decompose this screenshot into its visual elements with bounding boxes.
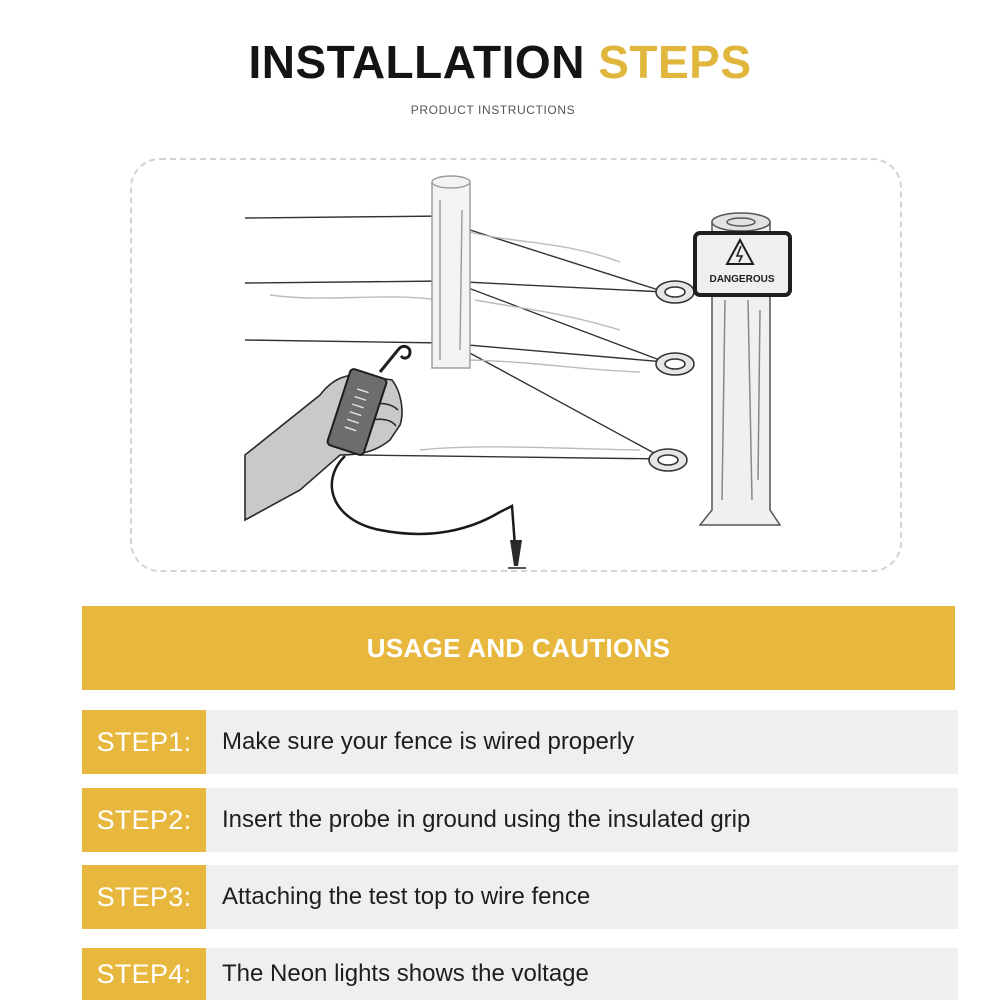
usage-cautions-heading: USAGE AND CAUTIONS — [366, 632, 671, 663]
tester-cable — [332, 456, 500, 534]
step-row — [82, 788, 958, 852]
step-label: STEP3: — [82, 865, 206, 929]
step-label: STEP1: — [82, 710, 206, 774]
step-label: STEP4: — [82, 948, 206, 1000]
danger-sign-text: DANGEROUS — [709, 274, 775, 285]
ground-probe — [510, 540, 522, 566]
insulator — [656, 281, 694, 303]
fence-wire — [245, 216, 445, 218]
step-row — [82, 948, 958, 1000]
insulator — [656, 353, 694, 375]
step-text: Attaching the test top to wire fence — [222, 883, 591, 910]
step-label: STEP2: — [82, 788, 206, 852]
fence-post-left — [432, 176, 470, 368]
title-part-2: STEPS — [598, 36, 752, 88]
step-row — [82, 710, 958, 774]
step-text: Make sure your fence is wired properly — [222, 728, 635, 755]
fence-wire — [455, 345, 665, 459]
title-part-1: INSTALLATION — [248, 36, 585, 88]
page-subtitle: PRODUCT INSTRUCTIONS — [410, 103, 576, 117]
step-row — [82, 865, 958, 929]
step-text: Insert the probe in ground using the insulated grip — [222, 806, 751, 833]
step-text: The Neon lights shows the voltage — [222, 960, 589, 987]
fence-wire — [360, 455, 665, 459]
insulator — [649, 449, 687, 471]
fence-wire — [445, 222, 665, 292]
fence-wire — [455, 283, 665, 362]
usage-cautions-banner — [82, 606, 955, 690]
